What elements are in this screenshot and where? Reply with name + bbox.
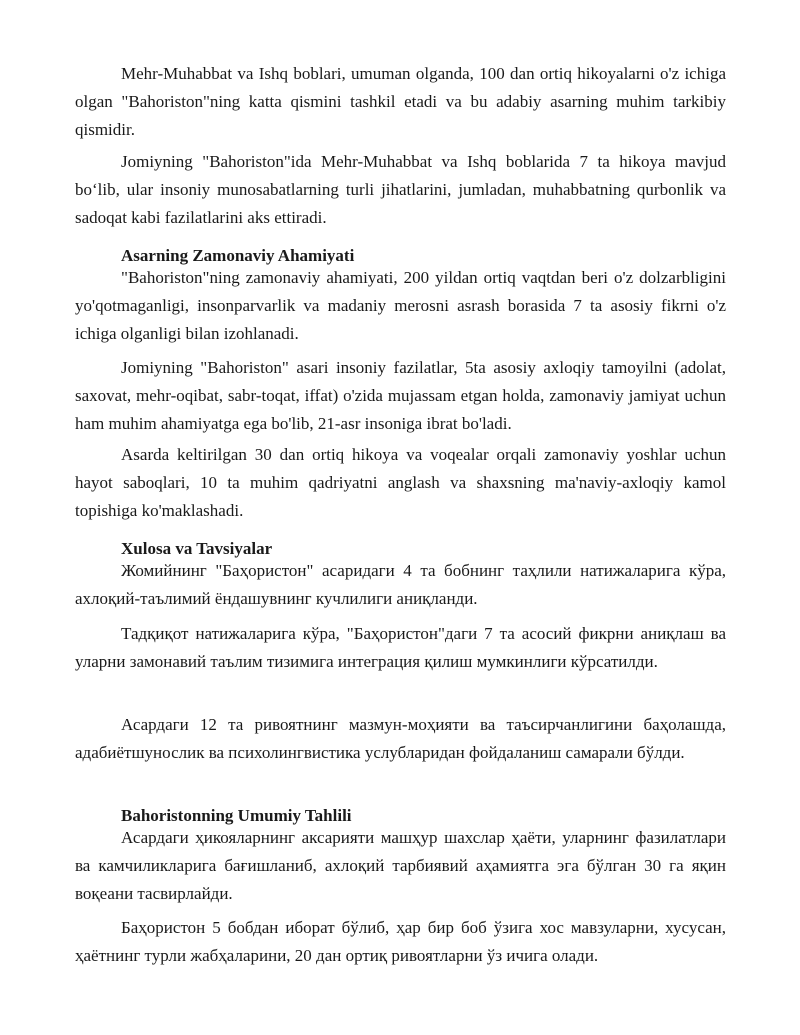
paragraph-intro-1: Mehr-Muhabbat va Ishq boblari, umuman olganda, 100 dan ortiq hikoyalarni o'z ichiga olgan "Bahoriston"ning katta qismini tashkil etadi va bu adabiy asarning muhim tarkibiy qismidir. [75, 64, 726, 139]
paragraph-conclusions-1: Жомийнинг "Баҳористон" асаридаги 4 та бобнинг таҳлили натижаларига кўра, ахлоқий-таълимий ёндашувнинг кучлилиги аниқланди. [75, 561, 726, 608]
paragraph-modern-1: "Bahoriston"ning zamonaviy ahamiyati, 200 yildan ortiq vaqtdan beri o'z dolzarbligini yo'qotmaganligi, insonparvarlik va madaniy merosni asrash borasida 7 ta asosiy fikrni o'z ichiga olganligi bilan izohlanadi. [75, 268, 726, 343]
document-page [75, 0, 726, 1035]
section-heading-general-analysis: Bahoristonning Umumiy Tahlili [121, 806, 352, 825]
section-heading-modern-significance: Asarning Zamonaviy Ahamiyati [121, 246, 355, 265]
paragraph-intro-2: Jomiyning "Bahoriston"ida Mehr-Muhabbat va Ishq boblarida 7 ta hikoya mavjud bo‘lib, ular insoniy munosabatlarning turli jihatlarini, jumladan, muhabbatning qurbonlik va sadoqat kabi fazilatlarini aks ettiradi. [75, 152, 726, 227]
paragraph-analysis-1: Асардаги ҳикояларнинг аксарияти машҳур шахслар ҳаёти, уларнинг фазилатлари ва камчиликларига бағишланиб, ахлоқий тарбиявий аҳамиятга эга бўлган 30 га яқин воқеани тасвирлайди. [75, 828, 726, 903]
paragraph-modern-3: Asarda keltirilgan 30 dan ortiq hikoya va voqealar orqali zamonaviy yoshlar uchun hayot saboqlari, 10 ta muhim qadriyatni anglash va shaxsning ma'naviy-axloqiy kamol topishiga ko'maklashadi. [75, 445, 726, 520]
paragraph-analysis-2: Баҳористон 5 бобдан иборат бўлиб, ҳар бир боб ўзига хос мавзуларни, хусусан, ҳаётнинг турли жабҳаларини, 20 дан ортиқ ривоятларни ўз ичига олади. [75, 918, 726, 965]
paragraph-modern-2: Jomiyning "Bahoriston" asari insoniy fazilatlar, 5ta asosiy axloqiy tamoyilni (adolat, saxovat, mehr-oqibat, sabr-toqat, iffat) o'zida mujassam etgan holda, zamonaviy jamiyat uchun ham muhim ahamiyatga ega bo'lib, 21-asr insoniga ibrat bo'ladi. [75, 358, 726, 433]
paragraph-conclusions-3: Асардаги 12 та ривоятнинг мазмун-моҳияти ва таъсирчанлигини баҳолашда, адабиётшунослик ва психолингвистика услубларидан фойдаланиш самарали бўлди. [75, 715, 726, 762]
section-heading-conclusions: Xulosa va Tavsiyalar [121, 539, 273, 558]
paragraph-conclusions-2: Тадқиқот натижаларига кўра, "Баҳористон"даги 7 та асосий фикрни аниқлаш ва уларни замонавий таълим тизимига интеграция қилиш мумкинлиги кўрсатилди. [75, 624, 726, 671]
